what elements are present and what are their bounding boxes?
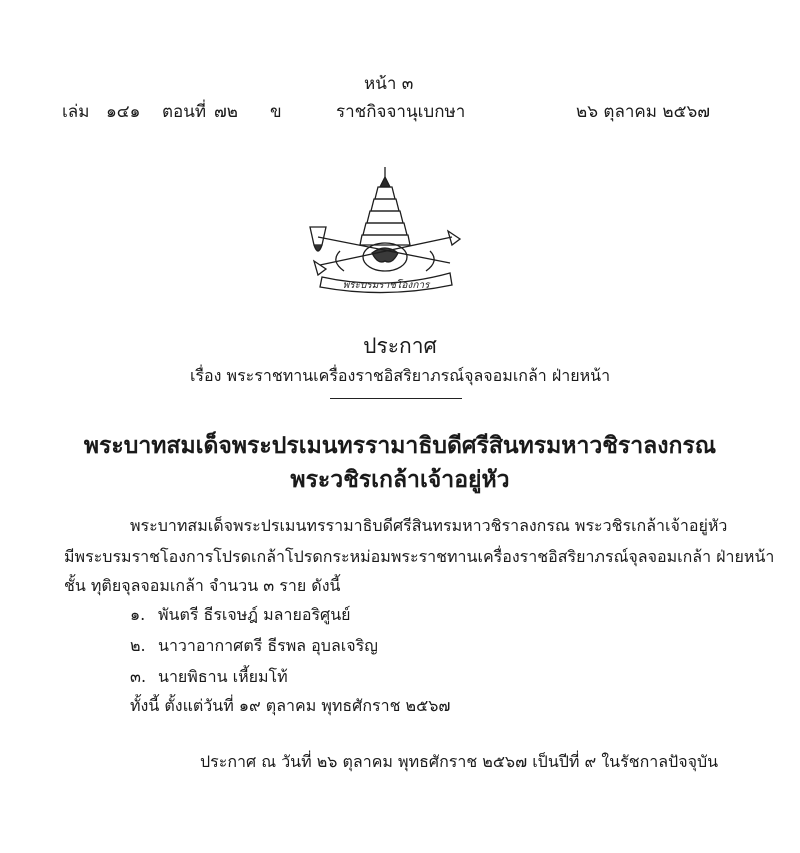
recipient-name: พันตรี ธีรเจษฎ์ มลายอริศูนย์ [158, 605, 351, 624]
king-name-line2: พระวชิรเกล้าเจ้าอยู่หัว [290, 466, 510, 493]
effective-date: ทั้งนี้ ตั้งแต่วันที่ ๑๙ ตุลาคม พุทธศักราช ๒๕๖๗ [130, 696, 451, 715]
page-number: หน้า ๓ [364, 74, 414, 94]
gazette-name: ราชกิจจานุเบกษา [336, 102, 466, 122]
recipient-name: นาวาอากาศตรี ธีรพล อุบลเจริญ [158, 636, 378, 655]
king-name-line1: พระบาทสมเด็จพระปรเมนทรรามาธิบดีศรีสินทรมหาวชิราลงกรณ [83, 432, 717, 459]
body-paragraph-line3: ชั้น ทุติยจุลจอมเกล้า จำนวน ๓ ราย ดังนี้ [64, 576, 341, 595]
title-divider [330, 398, 462, 399]
announcement-title: ประกาศ [363, 334, 437, 358]
section-label: ตอนที่ [162, 102, 207, 122]
volume-label: เล่ม [62, 102, 90, 122]
recipient-number: ๑. [130, 605, 146, 624]
recipient-number: ๓. [130, 667, 147, 686]
recipient-number: ๒. [130, 636, 146, 655]
section-suffix: ข [270, 102, 282, 122]
announcement-subject: เรื่อง พระราชทานเครื่องราชอิสริยาภรณ์จุลจอมเกล้า ฝ่ายหน้า [189, 366, 611, 385]
volume-number: ๑๔๑ [106, 102, 141, 122]
body-paragraph-line1: พระบาทสมเด็จพระปรเมนทรรามาธิบดีศรีสินทรมหาวชิราลงกรณ พระวชิรเกล้าเจ้าอยู่หัว [130, 516, 728, 535]
recipient-name: นายพิธาน เหี้ยมโท้ [158, 667, 288, 686]
body-paragraph-line2: มีพระบรมราชโองการโปรดเกล้าโปรดกระหม่อมพระราชทานเครื่องราชอิสริยาภรณ์จุลจอมเกล้า ฝ่ายหน้า [64, 547, 775, 566]
closing-statement: ประกาศ ณ วันที่ ๒๖ ตุลาคม พุทธศักราช ๒๕๖๗ เป็นปีที่ ๙ ในรัชกาลปัจจุบัน [200, 752, 719, 771]
svg-text:พระบรมราชโองการ: พระบรมราชโองการ [342, 280, 430, 291]
gazette-date: ๒๖ ตุลาคม ๒๕๖๗ [576, 102, 711, 122]
royal-cypher-emblem-icon [300, 165, 470, 295]
section-number: ๗๒ [214, 102, 238, 122]
